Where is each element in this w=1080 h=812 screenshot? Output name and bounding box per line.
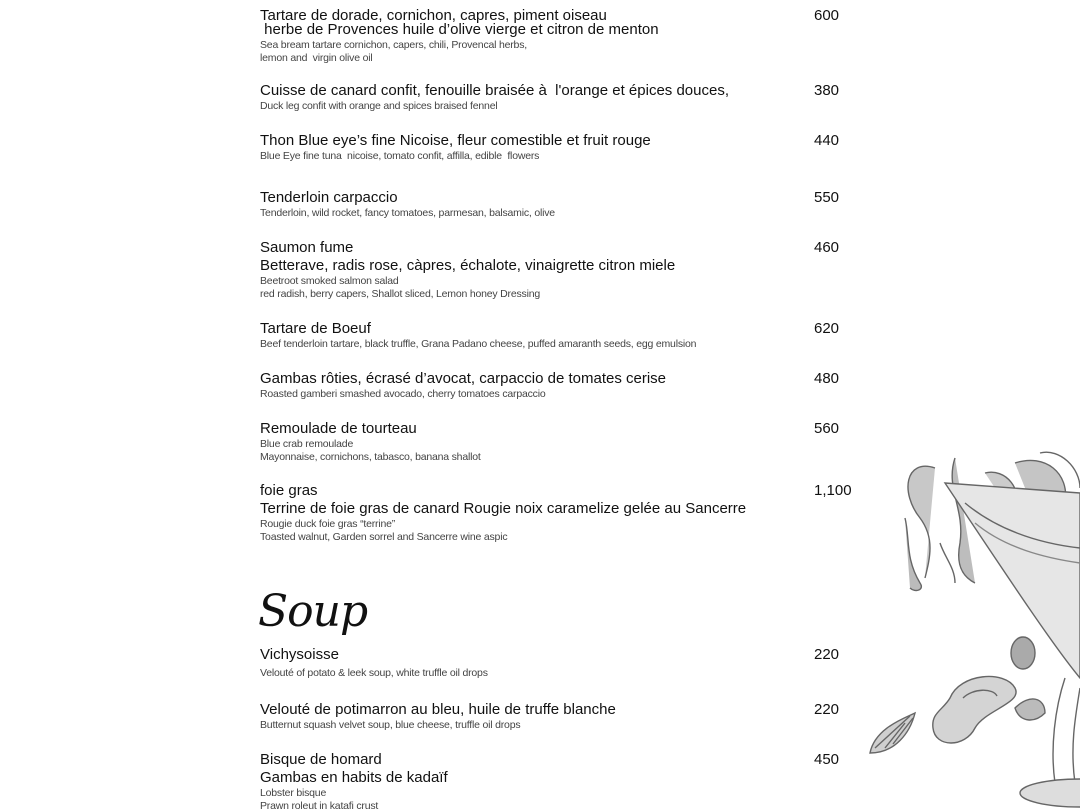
item-price: 620 [814, 320, 839, 338]
item-title: Tenderloin carpaccio [260, 189, 880, 207]
item-description: Tenderloin, wild rocket, fancy tomatoes, parmesan, balsamic, olive [260, 207, 880, 220]
menu-item-crab-remoulade [260, 420, 880, 463]
item-description: Velouté of potato & leek soup, white truffle oil drops [260, 667, 880, 680]
item-title: Tartare de dorade, cornichon, capres, piment oiseau [260, 7, 880, 25]
item-description: Mayonnaise, cornichons, tabasco, banana shallot [260, 451, 880, 464]
item-description: Lobster bisque [260, 787, 880, 800]
menu-item-vichysoisse [260, 646, 880, 680]
item-title: Cuisse de canard confit, fenouille braisée à l'orange et épices douces, [260, 82, 880, 100]
menu-item-beef-tartare [260, 320, 880, 351]
item-description: Beef tenderloin tartare, black truffle, Grana Padano cheese, puffed amaranth seeds, egg emulsion [260, 338, 880, 351]
item-description: Butternut squash velvet soup, blue cheese, truffle oil drops [260, 719, 880, 732]
item-description: Beetroot smoked salmon salad [260, 275, 880, 288]
item-price: 560 [814, 420, 839, 438]
item-title: Thon Blue eye’s fine Nicoise, fleur comestible et fruit rouge [260, 132, 880, 150]
item-description: Prawn roleut in katafi crust [260, 800, 880, 812]
menu-item-foie-gras [260, 482, 880, 543]
item-title: Saumon fume [260, 239, 880, 257]
item-title: Remoulade de tourteau [260, 420, 880, 438]
item-title: Tartare de Boeuf [260, 320, 880, 338]
item-title: Gambas rôties, écrasé d’avocat, carpaccio de tomates cerise [260, 370, 880, 388]
item-description: red radish, berry capers, Shallot sliced, Lemon honey Dressing [260, 288, 880, 301]
item-price: 480 [814, 370, 839, 388]
item-price: 220 [814, 701, 839, 719]
menu-item-dorade-tartare [260, 7, 880, 64]
item-price: 600 [814, 7, 839, 25]
item-description: Rougie duck foie gras “terrine” [260, 518, 880, 531]
item-price: 1,100 [814, 482, 852, 500]
item-price: 450 [814, 751, 839, 769]
item-description: Sea bream tartare cornichon, capers, chili, Provencal herbs, [260, 39, 880, 52]
menu-item-duck-confit [260, 82, 880, 113]
item-title-line2: Betterave, radis rose, càpres, échalote, vinaigrette citron miele [260, 257, 880, 275]
menu-item-potimarron-veloute [260, 701, 880, 732]
item-description: Duck leg confit with orange and spices braised fennel [260, 100, 880, 113]
item-title-line2: Terrine de foie gras de canard Rougie noix caramelize gelée au Sancerre [260, 500, 880, 518]
shrimp-cocktail-illustration [865, 448, 1080, 808]
menu-item-lobster-bisque [260, 751, 880, 812]
item-price: 550 [814, 189, 839, 207]
item-description: lemon and virgin olive oil [260, 52, 880, 65]
section-heading-soup: Soup [258, 582, 367, 642]
menu-item-tenderloin-carpaccio [260, 189, 880, 220]
item-title: Velouté de potimarron au bleu, huile de truffe blanche [260, 701, 880, 719]
item-price: 380 [814, 82, 839, 100]
menu-item-tuna-nicoise [260, 132, 880, 163]
item-title: Bisque de homard [260, 751, 880, 769]
item-description: Blue crab remoulade [260, 438, 880, 451]
menu-item-smoked-salmon [260, 239, 880, 300]
item-description: Roasted gamberi smashed avocado, cherry tomatoes carpaccio [260, 388, 880, 401]
item-price: 220 [814, 646, 839, 664]
item-title-line2: herbe de Provences huile d’olive vierge et citron de menton [260, 21, 880, 39]
item-description: Toasted walnut, Garden sorrel and Sancerre wine aspic [260, 531, 880, 544]
item-title: foie gras [260, 482, 880, 500]
item-price: 460 [814, 239, 839, 257]
menu-item-roasted-gambas [260, 370, 880, 401]
item-description: Blue Eye fine tuna nicoise, tomato confit, affilla, edible flowers [260, 150, 880, 163]
item-title-line2: Gambas en habits de kadaïf [260, 769, 880, 787]
item-price: 440 [814, 132, 839, 150]
item-title: Vichysoisse [260, 646, 880, 664]
